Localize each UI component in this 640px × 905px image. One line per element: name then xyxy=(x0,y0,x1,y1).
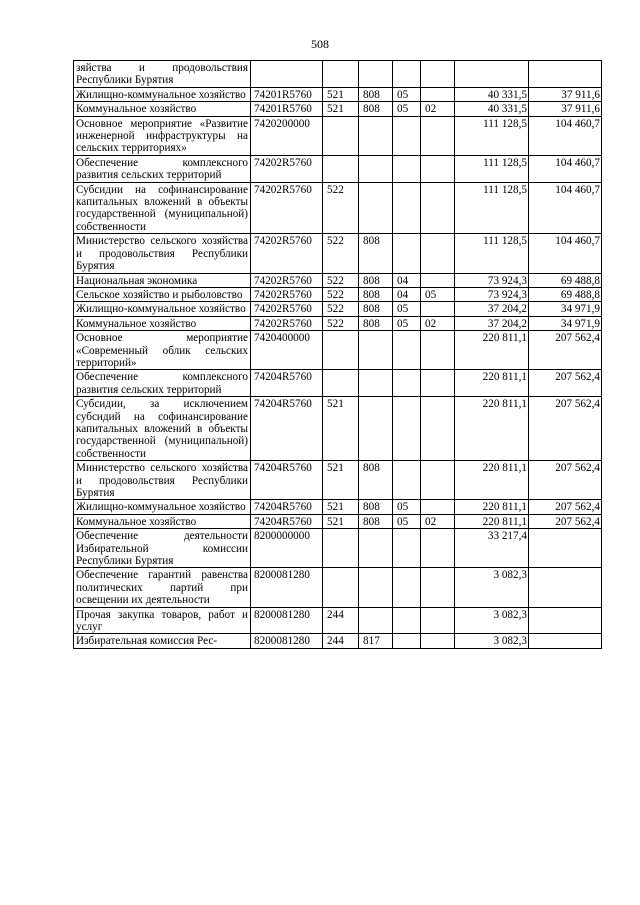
row-name-cell: Обеспечение комплексного развития сельских территорий xyxy=(74,155,251,182)
amount-year1-cell: 220 811,1 xyxy=(455,331,529,370)
row-name-cell: Обеспечение деятельности Избирательной комиссии Республики Бурятия xyxy=(74,529,251,568)
table-row xyxy=(74,370,602,397)
amount-year2-cell xyxy=(529,529,602,568)
section-code-cell xyxy=(393,634,421,648)
section-code-cell: 05 xyxy=(393,87,421,101)
amount-year1-cell: 73 924,3 xyxy=(455,273,529,287)
expense-type-code-cell xyxy=(323,155,359,182)
target-article-code-cell xyxy=(251,61,323,88)
table-row xyxy=(74,316,602,330)
section-code-cell: 04 xyxy=(393,273,421,287)
row-name-cell: Прочая закупка товаров, работ и услуг xyxy=(74,607,251,634)
target-article-code-cell: 74204R5760 xyxy=(251,514,323,528)
section-code-cell xyxy=(393,607,421,634)
amount-year2-cell: 104 460,7 xyxy=(529,182,602,234)
section-code-cell: 05 xyxy=(393,316,421,330)
expense-type-code-cell xyxy=(323,568,359,607)
row-name-cell: зяйства и продовольствия Республики Бурятия xyxy=(74,61,251,88)
section-code-cell xyxy=(393,397,421,461)
table-row xyxy=(74,461,602,500)
page-number: 508 xyxy=(311,37,329,51)
expense-type-code-cell: 522 xyxy=(323,234,359,273)
amount-year1-cell: 37 204,2 xyxy=(455,302,529,316)
expense-type-code-cell: 244 xyxy=(323,607,359,634)
ministry-code-cell: 808 xyxy=(359,514,393,528)
amount-year2-cell: 69 488,8 xyxy=(529,287,602,301)
amount-year1-cell: 111 128,5 xyxy=(455,234,529,273)
expense-type-code-cell: 244 xyxy=(323,634,359,648)
ministry-code-cell xyxy=(359,116,393,155)
amount-year1-cell: 40 331,5 xyxy=(455,87,529,101)
target-article-code-cell: 74204R5760 xyxy=(251,461,323,500)
section-code-cell xyxy=(393,234,421,273)
subsection-code-cell xyxy=(421,370,455,397)
table-row xyxy=(74,568,602,607)
amount-year1-cell xyxy=(455,61,529,88)
amount-year1-cell: 3 082,3 xyxy=(455,568,529,607)
expense-type-code-cell: 522 xyxy=(323,316,359,330)
expense-type-code-cell: 521 xyxy=(323,500,359,514)
amount-year2-cell xyxy=(529,61,602,88)
section-code-cell: 05 xyxy=(393,514,421,528)
target-article-code-cell: 8200081280 xyxy=(251,568,323,607)
table-row xyxy=(74,61,602,88)
amount-year2-cell: 34 971,9 xyxy=(529,316,602,330)
ministry-code-cell: 808 xyxy=(359,500,393,514)
subsection-code-cell xyxy=(421,155,455,182)
table-row xyxy=(74,87,602,101)
target-article-code-cell: 7420400000 xyxy=(251,331,323,370)
target-article-code-cell: 74204R5760 xyxy=(251,500,323,514)
row-name-cell: Жилищно-коммунальное хозяйство xyxy=(74,302,251,316)
row-name-cell: Национальная экономика xyxy=(74,273,251,287)
row-name-cell: Министерство сельского хозяйства и продовольствия Республики Бурятия xyxy=(74,234,251,273)
target-article-code-cell: 74202R5760 xyxy=(251,273,323,287)
ministry-code-cell xyxy=(359,607,393,634)
subsection-code-cell xyxy=(421,302,455,316)
table-row xyxy=(74,182,602,234)
target-article-code-cell: 74201R5760 xyxy=(251,102,323,116)
amount-year1-cell: 220 811,1 xyxy=(455,397,529,461)
table-row xyxy=(74,634,602,648)
subsection-code-cell xyxy=(421,61,455,88)
row-name-cell: Жилищно-коммунальное хозяйство xyxy=(74,500,251,514)
ministry-code-cell: 817 xyxy=(359,634,393,648)
table-row xyxy=(74,116,602,155)
expense-type-code-cell: 522 xyxy=(323,273,359,287)
table-row xyxy=(74,155,602,182)
ministry-code-cell xyxy=(359,155,393,182)
subsection-code-cell xyxy=(421,634,455,648)
amount-year2-cell: 207 562,4 xyxy=(529,500,602,514)
expense-type-code-cell: 522 xyxy=(323,182,359,234)
amount-year2-cell: 207 562,4 xyxy=(529,331,602,370)
amount-year1-cell: 111 128,5 xyxy=(455,116,529,155)
amount-year1-cell: 111 128,5 xyxy=(455,182,529,234)
ministry-code-cell: 808 xyxy=(359,302,393,316)
amount-year1-cell: 3 082,3 xyxy=(455,634,529,648)
subsection-code-cell: 02 xyxy=(421,102,455,116)
target-article-code-cell: 7420200000 xyxy=(251,116,323,155)
target-article-code-cell: 74204R5760 xyxy=(251,397,323,461)
expense-type-code-cell xyxy=(323,529,359,568)
ministry-code-cell: 808 xyxy=(359,461,393,500)
section-code-cell xyxy=(393,182,421,234)
subsection-code-cell xyxy=(421,568,455,607)
amount-year2-cell: 34 971,9 xyxy=(529,302,602,316)
expense-type-code-cell: 521 xyxy=(323,87,359,101)
amount-year2-cell: 37 911,6 xyxy=(529,102,602,116)
section-code-cell xyxy=(393,568,421,607)
target-article-code-cell: 74202R5760 xyxy=(251,182,323,234)
row-name-cell: Министерство сельского хозяйства и продовольствия Республики Бурятия xyxy=(74,461,251,500)
amount-year2-cell: 207 562,4 xyxy=(529,370,602,397)
amount-year2-cell: 207 562,4 xyxy=(529,461,602,500)
amount-year1-cell: 220 811,1 xyxy=(455,370,529,397)
amount-year1-cell: 220 811,1 xyxy=(455,514,529,528)
amount-year1-cell: 3 082,3 xyxy=(455,607,529,634)
section-code-cell xyxy=(393,155,421,182)
expense-type-code-cell: 521 xyxy=(323,397,359,461)
row-name-cell: Основное мероприятие «Современный облик сельских территорий» xyxy=(74,331,251,370)
subsection-code-cell xyxy=(421,182,455,234)
budget-table xyxy=(73,60,602,649)
row-name-cell: Жилищно-коммунальное хозяйство xyxy=(74,87,251,101)
table-row xyxy=(74,514,602,528)
ministry-code-cell xyxy=(359,331,393,370)
table-row xyxy=(74,397,602,461)
amount-year2-cell: 37 911,6 xyxy=(529,87,602,101)
ministry-code-cell xyxy=(359,61,393,88)
subsection-code-cell: 05 xyxy=(421,287,455,301)
expense-type-code-cell xyxy=(323,370,359,397)
amount-year2-cell: 207 562,4 xyxy=(529,397,602,461)
section-code-cell: 05 xyxy=(393,102,421,116)
expense-type-code-cell: 521 xyxy=(323,514,359,528)
ministry-code-cell: 808 xyxy=(359,234,393,273)
amount-year1-cell: 111 128,5 xyxy=(455,155,529,182)
row-name-cell: Избирательная комиссия Рес- xyxy=(74,634,251,648)
ministry-code-cell xyxy=(359,568,393,607)
expense-type-code-cell xyxy=(323,116,359,155)
subsection-code-cell xyxy=(421,116,455,155)
amount-year2-cell: 104 460,7 xyxy=(529,234,602,273)
subsection-code-cell xyxy=(421,500,455,514)
row-name-cell: Обеспечение комплексного развития сельских территорий xyxy=(74,370,251,397)
target-article-code-cell: 74202R5760 xyxy=(251,316,323,330)
table-row xyxy=(74,607,602,634)
table-row xyxy=(74,302,602,316)
ministry-code-cell xyxy=(359,529,393,568)
section-code-cell: 05 xyxy=(393,302,421,316)
table-row xyxy=(74,331,602,370)
target-article-code-cell: 74201R5760 xyxy=(251,87,323,101)
amount-year1-cell: 33 217,4 xyxy=(455,529,529,568)
amount-year1-cell: 37 204,2 xyxy=(455,316,529,330)
amount-year1-cell: 220 811,1 xyxy=(455,500,529,514)
table-row xyxy=(74,234,602,273)
target-article-code-cell: 74202R5760 xyxy=(251,302,323,316)
ministry-code-cell: 808 xyxy=(359,87,393,101)
target-article-code-cell: 74202R5760 xyxy=(251,234,323,273)
expense-type-code-cell: 522 xyxy=(323,287,359,301)
table-row xyxy=(74,273,602,287)
target-article-code-cell: 74202R5760 xyxy=(251,287,323,301)
row-name-cell: Обеспечение гарантий равенства политических партий при освещении их деятельности xyxy=(74,568,251,607)
target-article-code-cell: 8200081280 xyxy=(251,607,323,634)
table-body xyxy=(74,61,602,649)
row-name-cell: Сельское хозяйство и рыболовство xyxy=(74,287,251,301)
row-name-cell: Субсидии, за исключением субсидий на софинансирование капитальных вложений в объекты государственной (муниципальной) собственности xyxy=(74,397,251,461)
subsection-code-cell xyxy=(421,331,455,370)
row-name-cell: Коммунальное хозяйство xyxy=(74,102,251,116)
table-row xyxy=(74,500,602,514)
subsection-code-cell xyxy=(421,273,455,287)
section-code-cell: 05 xyxy=(393,500,421,514)
row-name-cell: Коммунальное хозяйство xyxy=(74,514,251,528)
section-code-cell xyxy=(393,529,421,568)
amount-year1-cell: 73 924,3 xyxy=(455,287,529,301)
amount-year2-cell xyxy=(529,568,602,607)
section-code-cell xyxy=(393,331,421,370)
subsection-code-cell xyxy=(421,234,455,273)
amount-year1-cell: 40 331,5 xyxy=(455,102,529,116)
ministry-code-cell: 808 xyxy=(359,273,393,287)
expense-type-code-cell xyxy=(323,61,359,88)
section-code-cell xyxy=(393,116,421,155)
subsection-code-cell xyxy=(421,529,455,568)
expense-type-code-cell: 522 xyxy=(323,302,359,316)
subsection-code-cell: 02 xyxy=(421,514,455,528)
ministry-code-cell: 808 xyxy=(359,287,393,301)
subsection-code-cell xyxy=(421,87,455,101)
ministry-code-cell: 808 xyxy=(359,316,393,330)
amount-year2-cell xyxy=(529,634,602,648)
subsection-code-cell xyxy=(421,461,455,500)
section-code-cell: 04 xyxy=(393,287,421,301)
expense-type-code-cell: 521 xyxy=(323,461,359,500)
amount-year2-cell: 104 460,7 xyxy=(529,155,602,182)
amount-year2-cell: 207 562,4 xyxy=(529,514,602,528)
subsection-code-cell xyxy=(421,607,455,634)
amount-year1-cell: 220 811,1 xyxy=(455,461,529,500)
subsection-code-cell: 02 xyxy=(421,316,455,330)
table-row xyxy=(74,529,602,568)
row-name-cell: Основное мероприятие «Развитие инженерной инфраструктуры на сельских территориях» xyxy=(74,116,251,155)
table-row xyxy=(74,287,602,301)
table-row xyxy=(74,102,602,116)
subsection-code-cell xyxy=(421,397,455,461)
amount-year2-cell: 69 488,8 xyxy=(529,273,602,287)
section-code-cell xyxy=(393,461,421,500)
target-article-code-cell: 8200081280 xyxy=(251,634,323,648)
expense-type-code-cell: 521 xyxy=(323,102,359,116)
ministry-code-cell: 808 xyxy=(359,102,393,116)
section-code-cell xyxy=(393,370,421,397)
target-article-code-cell: 74204R5760 xyxy=(251,370,323,397)
target-article-code-cell: 8200000000 xyxy=(251,529,323,568)
amount-year2-cell: 104 460,7 xyxy=(529,116,602,155)
ministry-code-cell xyxy=(359,397,393,461)
amount-year2-cell xyxy=(529,607,602,634)
section-code-cell xyxy=(393,61,421,88)
row-name-cell: Субсидии на софинансирование капитальных вложений в объекты государственной (муниципальной) собственности xyxy=(74,182,251,234)
ministry-code-cell xyxy=(359,370,393,397)
target-article-code-cell: 74202R5760 xyxy=(251,155,323,182)
row-name-cell: Коммунальное хозяйство xyxy=(74,316,251,330)
expense-type-code-cell xyxy=(323,331,359,370)
ministry-code-cell xyxy=(359,182,393,234)
